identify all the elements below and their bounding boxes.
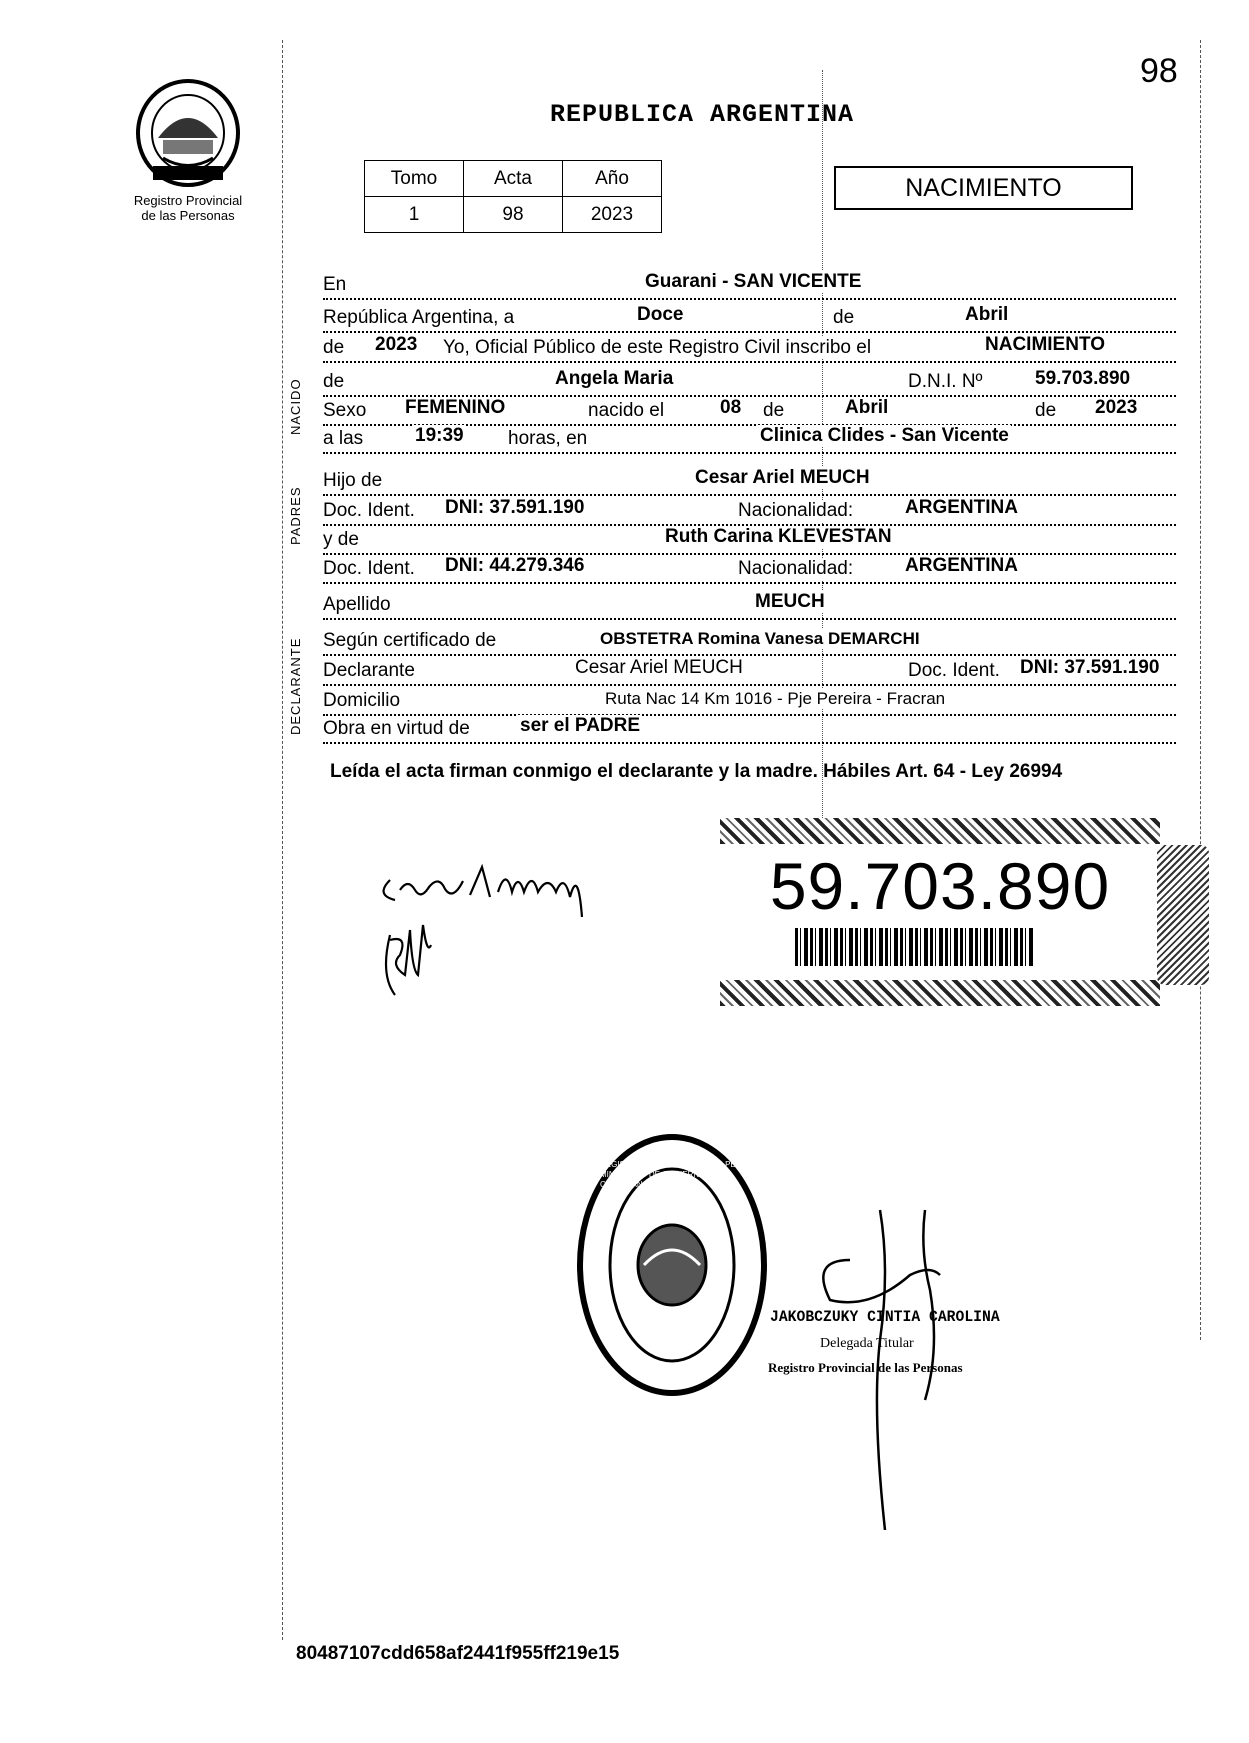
side-label-padres: PADRES [288,486,303,545]
label-en: En [323,274,350,296]
logo-caption-2: de las Personas [141,208,235,223]
line-apellido [323,590,1176,620]
line-doc-padre [323,496,1176,526]
value-nombre: Angela Maria [555,368,674,389]
side-label-declarante: DECLARANTE [288,637,303,735]
value-hora: 19:39 [415,425,464,446]
label-obra-en-virtud: Obra en virtud de [323,718,474,740]
label-doc-ident-declarante: Doc. Ident. [908,660,1004,682]
value-certificado: OBSTETRA Romina Vanesa DEMARCHI [600,629,920,648]
value-declarante: Cesar Ariel MEUCH [575,657,743,678]
value-lugar-nacimiento: Clinica Clides - San Vicente [760,425,1009,446]
label-y-de: y de [323,529,363,551]
value-lugar: Guarani - SAN VICENTE [645,271,862,292]
line-sexo [323,396,1176,426]
document-title: REPUBLICA ARGENTINA [550,100,855,129]
label-de-1: de [763,400,788,422]
label-sexo: Sexo [323,400,370,422]
label-nacionalidad-2: Nacionalidad: [738,558,857,580]
value-madre: Ruth Carina KLEVESTAN [665,526,892,547]
label-dni: D.N.I. Nº [908,371,987,393]
tomo-value: 1 [365,197,464,233]
line-republica [323,303,1176,333]
label-republica: República Argentina, a [323,307,518,329]
value-domicilio: Ruta Nac 14 Km 1016 - Pje Pereira - Fracran [605,689,946,708]
right-margin-line [1200,40,1201,1340]
line-certificado [323,626,1176,656]
value-nacionalidad-madre: ARGENTINA [905,555,1018,576]
value-mes: Abril [965,304,1009,325]
label-nacionalidad-1: Nacionalidad: [738,500,857,522]
line-hijo [323,466,1176,496]
stamp-ring-top: REGISTRO PROVINCIAL DE LAS PERSONAS [600,1160,770,1169]
official-name: JAKOBCZUKY CINTIA CAROLINA [770,1308,1000,1326]
acta-value: 98 [464,197,563,233]
page-number: 98 [1140,52,1178,90]
line-madre [323,525,1176,555]
value-dni-padre: DNI: 37.591.190 [445,497,585,518]
record-type-box: NACIMIENTO [834,166,1133,210]
left-margin-line [282,40,283,1640]
value-dni-declarante: DNI: 37.591.190 [1020,657,1160,678]
acta-header: Acta [464,161,563,197]
stamp-ring-bottom: MINISTERIO DE GOBIERNO [600,1170,706,1179]
label-apellido: Apellido [323,594,395,616]
value-anio: 2023 [375,334,418,355]
line-en [323,270,1176,300]
security-pattern-top [720,818,1160,844]
stamp-inner: C.D.R. SAN VICENTE [600,1180,680,1189]
line-domicilio [323,686,1176,716]
label-domicilio: Domicilio [323,690,404,712]
label-doc-ident-1: Doc. Ident. [323,500,419,522]
value-obra: ser el PADRE [520,715,641,736]
ano-value: 2023 [563,197,662,233]
value-dia-nacimiento: 08 [720,397,742,418]
label-oficial-texto: Yo, Oficial Público de este Registro Civil inscribo el [443,337,875,359]
misiones-coat-of-arms-icon [133,78,243,188]
dni-sticker-number: 59.703.890 [769,849,1111,923]
closing-note: Leída el acta firman conmigo el declarante y la madre. Hábiles Art. 64 - Ley 26994 [330,761,1063,782]
hologram-seal-icon [1157,845,1209,985]
official-office: Registro Provincial de las Personas [768,1360,963,1375]
line-nombre [323,367,1176,397]
value-nacionalidad-padre: ARGENTINA [905,497,1018,518]
value-sexo: FEMENINO [405,397,506,418]
label-horas-en: horas, en [508,428,591,450]
line-oficial [323,333,1176,363]
logo-caption-1: Registro Provincial [133,193,243,208]
label-a-las: a las [323,428,367,450]
label-doc-ident-2: Doc. Ident. [323,558,419,580]
province-logo [118,78,258,223]
value-dia-letras: Doce [637,304,684,325]
value-dni-madre: DNI: 44.279.346 [445,555,585,576]
line-declarante [323,656,1176,686]
line-hora [323,424,1176,454]
document-hash: 80487107cdd658af2441f955ff219e15 [296,1643,620,1664]
value-apellido: MEUCH [755,591,825,612]
label-de-anio: de [323,337,348,359]
label-nacido-el: nacido el [588,400,668,422]
tomo-header: Tomo [365,161,464,197]
label-de-nombre: de [323,371,348,393]
declarant-signature-icon [370,850,630,1010]
security-pattern-bottom [720,980,1160,1006]
barcode-icon [795,928,1035,966]
label-hijo-de: Hijo de [323,470,386,492]
label-segun-certificado: Según certificado de [323,630,500,652]
value-anio-nacimiento: 2023 [1095,397,1138,418]
value-mes-nacimiento: Abril [845,397,889,418]
line-obra [323,714,1176,744]
label-de-2: de [1035,400,1060,422]
dni-sticker [720,818,1160,996]
official-role: Delegada Titular [820,1336,914,1351]
ano-header: Año [563,161,662,197]
value-padre: Cesar Ariel MEUCH [695,467,870,488]
record-table [364,160,662,233]
line-doc-madre [323,554,1176,584]
side-label-nacido: NACIDO [288,378,303,435]
label-de-mes: de [833,307,858,329]
label-declarante: Declarante [323,660,419,682]
value-dni-nacido: 59.703.890 [1035,368,1131,389]
value-tipo-inscripcion: NACIMIENTO [985,334,1105,355]
